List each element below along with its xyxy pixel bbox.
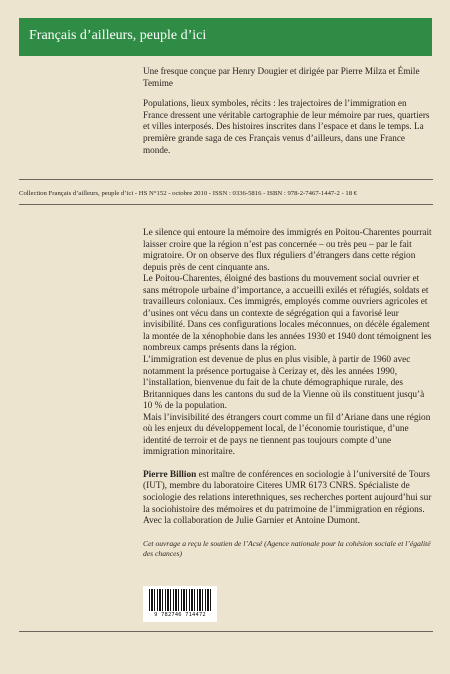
author-bio-text: est maître de conférences en sociologie à l’université de Tours (IUT), membre du laboratoire Citeres UMR 6173 CNRS. Spécialiste de sociologie des relations interethniques, ses recherches portent aujourd’hui sur la sociohistoire des mémoires et du patrimoine de l’immigration en régions. — [143, 469, 432, 515]
author-bio — [143, 470, 435, 516]
author-name: Pierre Billion — [143, 469, 197, 480]
barcode-digits: 9 782746 714472 — [154, 612, 206, 618]
series-banner — [19, 18, 432, 56]
body-paragraph: Le Poitou-Charentes, éloigné des bastions du mouvement social ouvrier et sans métropole urbaine d’importance, a accueilli exilés et réfugiés, soldats et travailleurs coloniaux. Ces immigrés, employés comme ouvriers agricoles et d’usines ont vécu dans un contexte de ségrégation qui a favorisé leur invisibilité. Dans ces configurations locales méconnues, on décèle également la montée de la xénophobie dans les années 1930 et 1940 dont témoignent les nombreux camps présents dans la région. — [143, 274, 432, 354]
barcode-bars — [149, 589, 213, 611]
body-paragraph: Le silence qui entoure la mémoire des immigrés en Poitou-Charentes pourrait laisser croire que la région n’est pas concernée – ou très peu – par le fait migratoire. Or on observe des flux réguliers d’étrangers dans cette région depuis près de cent cinquante ans. — [143, 228, 432, 273]
support-note: Cet ouvrage a reçu le soutien de l’Acsé (Agence nationale pour la cohésion sociale et l’égalité des chances) — [143, 538, 431, 558]
intro-credit: Une fresque conçue par Henry Dougier et dirigée par Pierre Milza et Émile Temime — [143, 66, 420, 88]
isbn-barcode — [143, 586, 217, 622]
series-title: Français d’ailleurs, peuple d’ici — [29, 28, 207, 43]
divider-top — [19, 179, 433, 180]
back-cover-text — [143, 228, 435, 559]
intro-summary: Populations, lieux symboles, récits : les trajectoires de l’immigration en France dressent une véritable cartographie de leur mémoire par rues, quartiers et villes interposés. Des histoires inscrites dans l’espace et dans le temps. La première grande saga de ces Français venus d’ailleurs, dans une France monde. — [143, 98, 430, 155]
collection-line: Collection Français d’ailleurs, peuple d’ici - HS N°152 - octobre 2010 - ISSN : 0336-5816 - ISBN : 978-2-7467-1447-2 - 18 € — [19, 190, 358, 197]
body-paragraph: L’immigration est devenue de plus en plus visible, à partir de 1960 avec notamment la présence portugaise à Cerizay et, dès les années 1990, l’installation, bienvenue du fait de la chute démographique rurale, des Britanniques dans les cantons du sud de la Vienne où ils constituent jusqu’à 10 % de la population. — [143, 355, 425, 412]
divider-bottom — [19, 631, 433, 632]
divider-middle — [19, 204, 433, 205]
body-paragraph: Mais l’invisibilité des étrangers court comme un fil d’Ariane dans une région où les enjeux du développement local, de l’économie touristique, d’une identité de terroir et de pays ne tiennent pas toujours compte d’une immigration minoritaire. — [143, 412, 431, 458]
collaboration-line: Avec la collaboration de Julie Garnier et Antoine Dumont. — [143, 516, 360, 527]
intro-block — [143, 66, 433, 165]
